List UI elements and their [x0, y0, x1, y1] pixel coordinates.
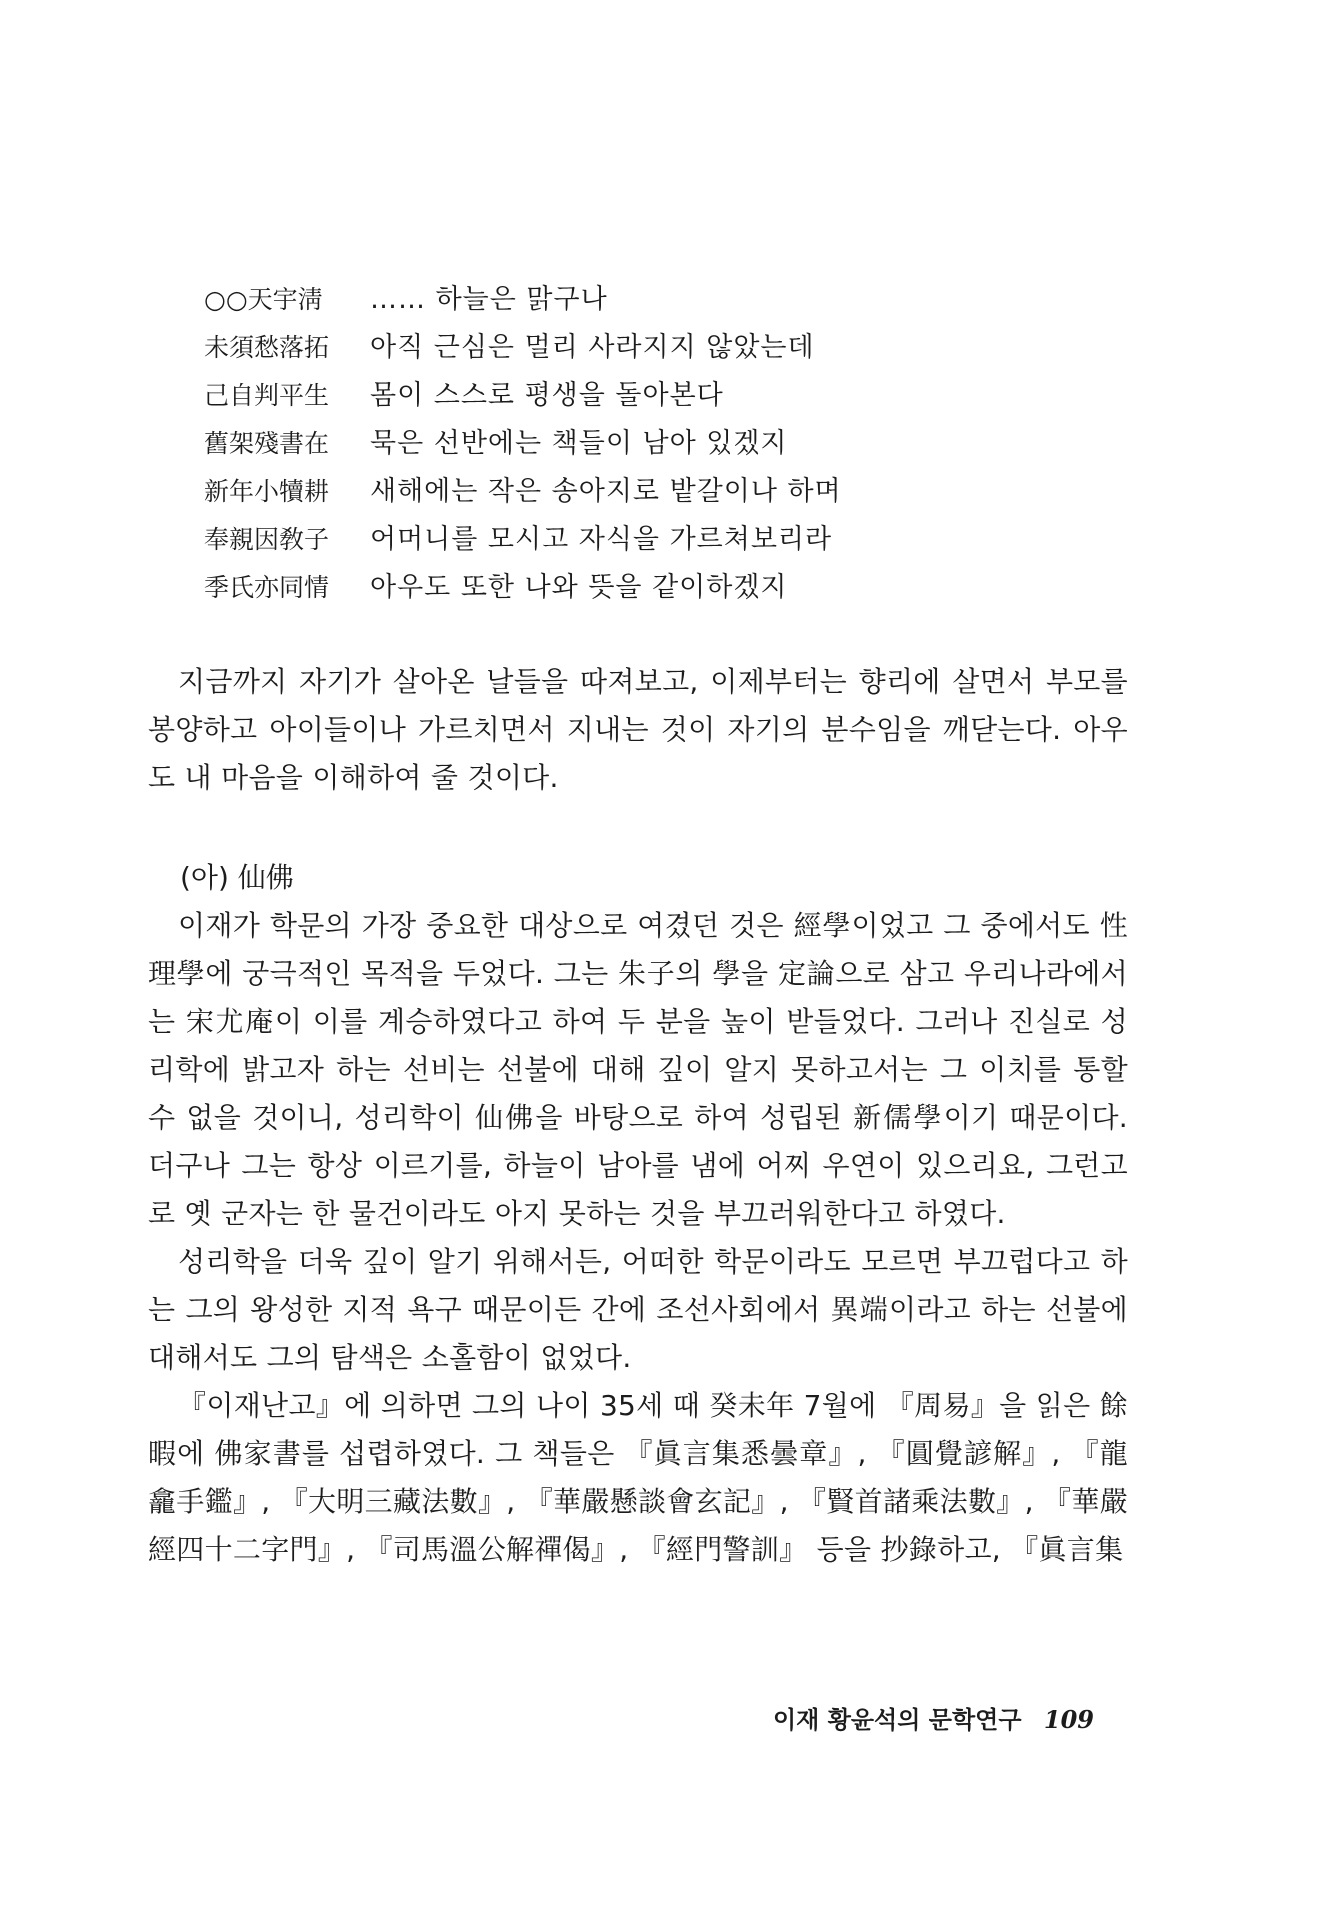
poem-line [204, 324, 1204, 372]
body-text [148, 902, 1128, 1574]
poem-hanja-text: 奉親因敎子 [204, 525, 330, 554]
poem-korean-translation: …… 하늘은 맑구나 [370, 284, 608, 315]
poem-line [204, 372, 1204, 420]
poem-korean-translation: 아우도 또한 나와 뜻을 같이하겠지 [370, 572, 788, 603]
paragraph-text: 성리학을 더욱 깊이 알기 위해서든, 어떠한 학문이라도 모르면 부끄럽다고 하는 그의 왕성한 지적 욕구 때문이든 간에 조선사회에서 異端이라고 하는 선불에 대해서도 그의 탐색은 소홀함이 없었다. [148, 1245, 1128, 1374]
poem-block [204, 276, 1204, 612]
poem-line [204, 276, 1204, 324]
poem-hanja-text: 新年小犢耕 [204, 477, 330, 506]
section-heading: (아) 仙佛 [180, 861, 294, 894]
paragraph-text: 이재가 학문의 가장 중요한 대상으로 여겼던 것은 經學이었고 그 중에서도 性理學에 궁극적인 목적을 두었다. 그는 朱子의 學을 定論으로 삼고 우리나라에서는 宋尤庵이 이를 계승하였다고 하여 두 분을 높이 받들었다. 그러나 진실로 성리학에 밝고자 하는 선비는 선불에 대해 깊이 알지 못하고서는 그 이치를 통할 수 없을 것이니, 성리학이 仙佛을 바탕으로 하여 성립된 新儒學이기 때문이다. 더구나 그는 항상 이르기를, 하늘이 남아를 냄에 어찌 우연이 있으리요, 그런고로 옛 군자는 한 물건이라도 아지 못하는 것을 부끄러워한다고 하였다. [148, 909, 1128, 1230]
page-number: 109 [1043, 1705, 1094, 1734]
poem-korean-translation: 새해에는 작은 송아지로 밭갈이나 하며 [370, 476, 842, 507]
poem-korean-translation: 아직 근심은 멀리 사라지지 않았는데 [370, 332, 815, 363]
poem-korean-translation: 몸이 스스로 평생을 돌아본다 [370, 380, 724, 411]
poem-hanja-text: 舊架殘書在 [204, 429, 330, 458]
poem-line [204, 468, 1204, 516]
poem-line [204, 420, 1204, 468]
paragraph-text: 『이재난고』에 의하면 그의 나이 35세 때 癸未年 7월에 『周易』을 읽은 餘暇에 佛家書를 섭렵하였다. 그 책들은 『眞言集悉曇章』, 『圓覺諺解』, 『龍龕手鑑』, 『大明三藏法數』, 『華嚴懸談會玄記』, 『賢首諸乘法數』, 『華嚴經四十二字門』, 『司馬溫公解禪偈』, 『經門警訓』 등을 抄錄하고, 『眞言集 [148, 1389, 1128, 1566]
poem-korean-translation: 묵은 선반에는 책들이 남아 있겠지 [370, 428, 788, 459]
running-title: 이재 황윤석의 문학연구 [772, 1706, 1022, 1734]
poem-korean-translation: 어머니를 모시고 자식을 가르쳐보리라 [370, 524, 833, 555]
commentary-paragraph [148, 658, 1128, 802]
paragraph-text: 지금까지 자기가 살아온 날들을 따져보고, 이제부터는 향리에 살면서 부모를 봉양하고 아이들이나 가르치면서 지내는 것이 자기의 분수임을 깨닫는다. 아우도 내 마음을 이해하여 줄 것이다. [148, 665, 1128, 794]
page-footer [773, 1700, 1094, 1735]
poem-line [204, 516, 1204, 564]
poem-line [204, 564, 1204, 612]
poem-hanja-text: 季氏亦同情 [204, 573, 330, 602]
poem-hanja-text: 己自判平生 [204, 381, 330, 410]
poem-hanja-text: ○○天宇淸 [204, 285, 323, 314]
poem-hanja-text: 未須愁落拓 [204, 333, 330, 362]
